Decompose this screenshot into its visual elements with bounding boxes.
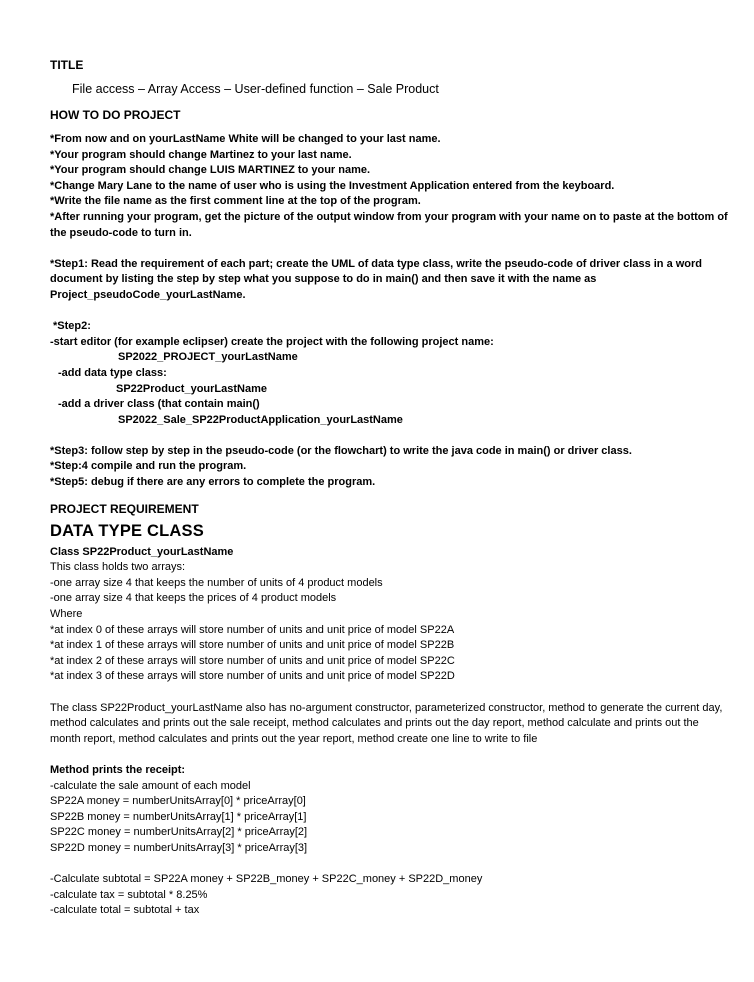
- class-desc-line: *at index 0 of these arrays will store number of units and unit price of model SP22A: [50, 623, 455, 636]
- project-name: SP2022_PROJECT_yourLastName: [118, 351, 298, 364]
- howto-list: [50, 132, 730, 241]
- class-desc-line: Where: [50, 608, 83, 621]
- class-name: Class SP22Product_yourLastName: [50, 545, 234, 558]
- calc-line: -calculate total = subtotal + tax: [50, 904, 200, 917]
- document-page: [50, 57, 730, 919]
- class-desc-line: -one array size 4 that keeps the number of units of 4 product models: [50, 576, 383, 589]
- class-description: [50, 560, 730, 685]
- step3-text: *Step3: follow step by step in the pseudo-code (or the flowchart) to write the java code in main() or driver class.: [50, 444, 632, 457]
- class-desc-line: *at index 1 of these arrays will store number of units and unit price of model SP22B: [50, 639, 455, 652]
- step4-text: *Step:4 compile and run the program.: [50, 460, 247, 473]
- step2-add-data: -add data type class:: [58, 366, 167, 379]
- requirement-heading: PROJECT REQUIREMENT: [50, 501, 199, 516]
- calc-line: -calculate tax = subtotal * 8.25%: [50, 888, 208, 901]
- howto-item: *Your program should change LUIS MARTINEZ to your name.: [50, 164, 371, 177]
- class-desc-line: This class holds two arrays:: [50, 561, 186, 574]
- howto-item: *Write the file name as the first comment line at the top of the program.: [50, 195, 421, 208]
- receipt-line: SP22C money = numberUnitsArray[2] * priceArray[2]: [50, 826, 308, 839]
- title-text: File access – Array Access – User-defined function – Sale Product: [72, 82, 439, 96]
- step1-text: *Step1: Read the requirement of each part; create the UML of data type class, write the pseudo-code of driver class in a word document by listing the step by step what you suppose to do in main() and then save it with the name as Project_pseudoCode_yourLastName.: [50, 257, 703, 301]
- driver-class-name: SP2022_Sale_SP22ProductApplication_yourLastName: [118, 413, 403, 426]
- step2-label: *Step2:: [53, 320, 91, 333]
- calc-lines: [50, 872, 730, 919]
- class-desc-line: *at index 2 of these arrays will store number of units and unit price of model SP22C: [50, 654, 455, 667]
- receipt-line: SP22D money = numberUnitsArray[3] * priceArray[3]: [50, 841, 308, 854]
- class-paragraph: The class SP22Product_yourLastName also has no-argument constructor, parameterized constructor, method to generate the current day, method calculates and prints out the sale receipt, method calculates and prints out the day report, method calculate and prints out the month report, method calculates and prints out the year report, method create one line to write to file: [50, 701, 723, 745]
- receipt-lines: [50, 779, 730, 857]
- howto-item: *Change Mary Lane to the name of user who is using the Investment Application entered from the keyboard.: [50, 179, 615, 192]
- step2-block: [50, 319, 730, 428]
- title-heading: TITLE: [50, 58, 84, 72]
- receipt-heading: Method prints the receipt:: [50, 763, 186, 776]
- receipt-line: SP22A money = numberUnitsArray[0] * priceArray[0]: [50, 795, 306, 808]
- class-desc-line: -one array size 4 that keeps the prices of 4 product models: [50, 592, 337, 605]
- receipt-line: -calculate the sale amount of each model: [50, 779, 251, 792]
- step2-start-editor: -start editor (for example eclipser) create the project with the following project name:: [50, 335, 494, 348]
- step5-text: *Step5: debug if there are any errors to complete the program.: [50, 476, 376, 489]
- step2-add-driver: -add a driver class (that contain main(): [58, 398, 260, 411]
- howto-heading: HOW TO DO PROJECT: [50, 108, 181, 122]
- receipt-line: SP22B money = numberUnitsArray[1] * priceArray[1]: [50, 810, 307, 823]
- howto-item: *From now and on yourLastName White will be changed to your last name.: [50, 133, 441, 145]
- howto-item: *After running your program, get the picture of the output window from your program with your name on to paste at the bottom of the pseudo-code to turn in.: [50, 210, 728, 239]
- class-desc-line: *at index 3 of these arrays will store number of units and unit price of model SP22D: [50, 670, 455, 683]
- howto-item: *Your program should change Martinez to your last name.: [50, 148, 352, 161]
- calc-line: -Calculate subtotal = SP22A money + SP22B_money + SP22C_money + SP22D_money: [50, 873, 483, 886]
- data-class-name: SP22Product_yourLastName: [116, 382, 267, 395]
- data-type-class-heading: DATA TYPE CLASS: [50, 521, 204, 540]
